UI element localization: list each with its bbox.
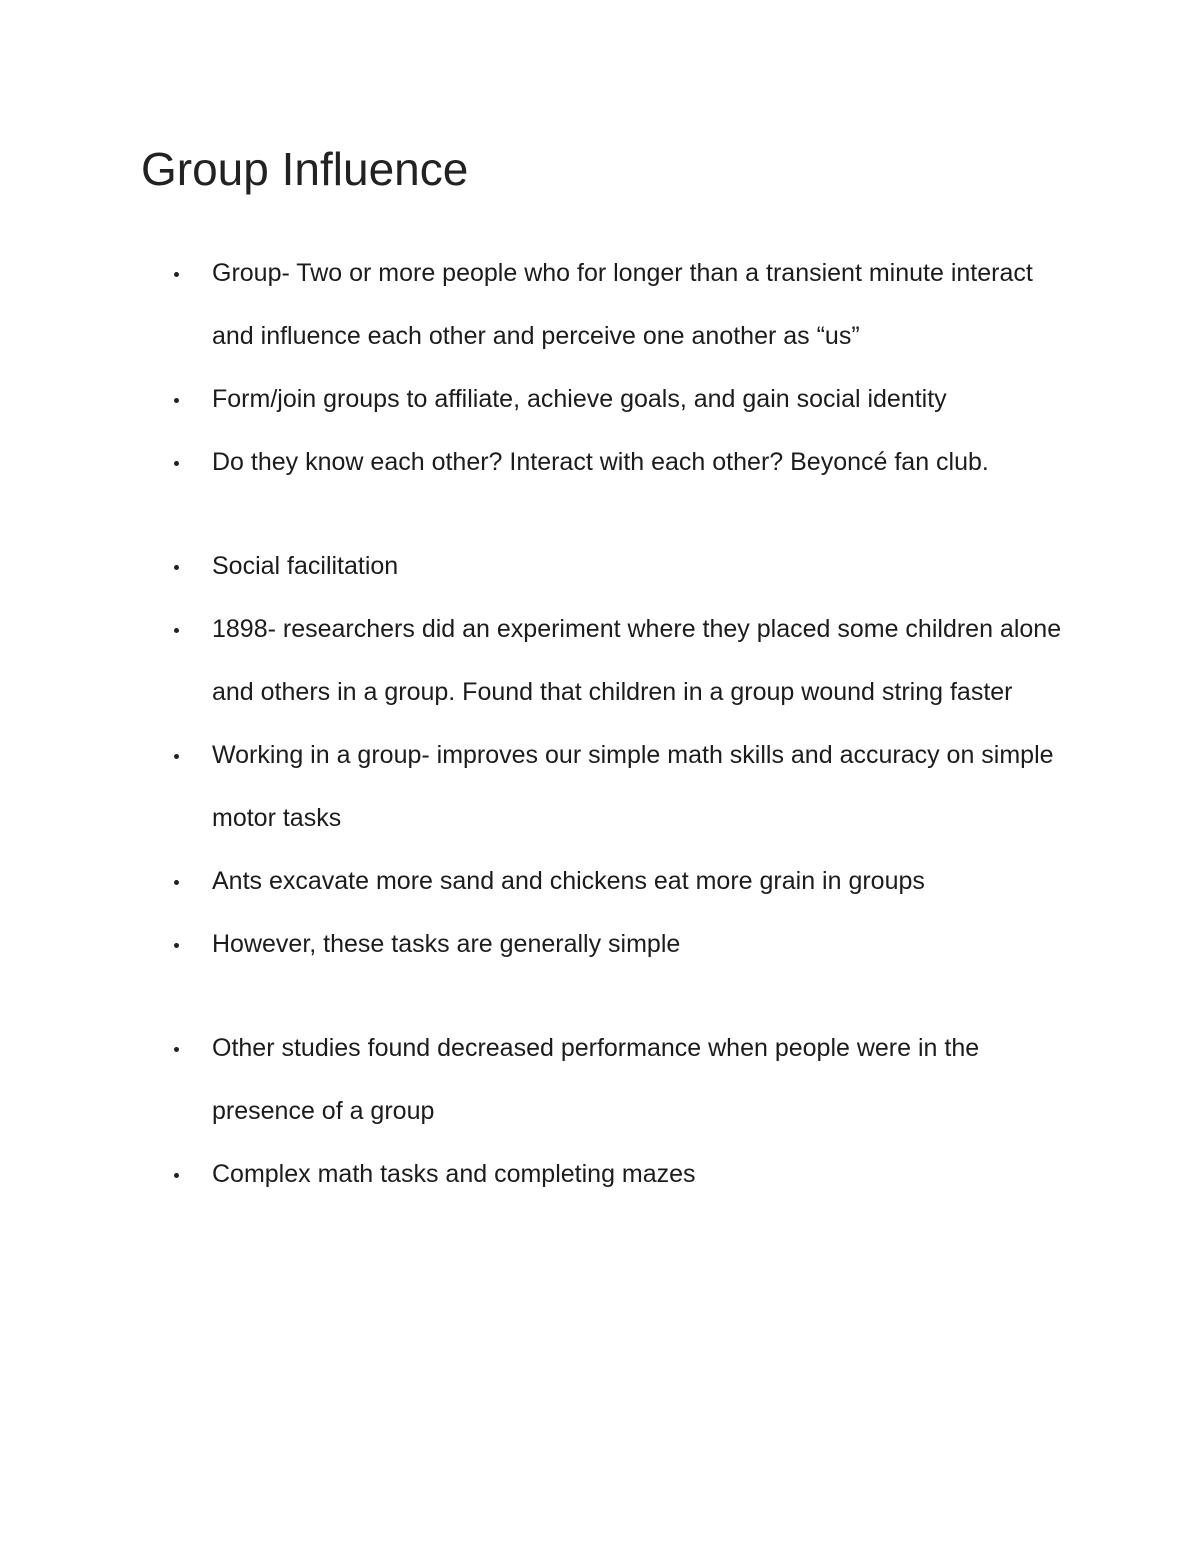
list-item-text: Complex math tasks and completing mazes bbox=[212, 1160, 696, 1188]
list-item bbox=[0, 368, 1072, 431]
bullet-icon bbox=[174, 724, 184, 787]
bullet-icon bbox=[174, 850, 184, 913]
bullet-icon bbox=[174, 242, 184, 305]
list-item-text: Working in a group- improves our simple math skills and accuracy on simple motor tasks bbox=[212, 741, 1054, 832]
list-item bbox=[0, 913, 1072, 976]
list-item bbox=[0, 598, 1072, 724]
list-item-text: Social facilitation bbox=[212, 552, 399, 580]
list-item bbox=[0, 850, 1072, 913]
list-item bbox=[0, 431, 1072, 494]
list-item bbox=[0, 724, 1072, 850]
list-item-text: Ants excavate more sand and chickens eat more grain in groups bbox=[212, 867, 925, 895]
list-item bbox=[0, 242, 1072, 368]
list-item-text: 1898- researchers did an experiment where they placed some children alone and others in a group. Found that children in a group wound string faster bbox=[212, 615, 1062, 706]
list-item-text: However, these tasks are generally simple bbox=[212, 930, 681, 958]
list-item-text: Other studies found decreased performance when people were in the presence of a group bbox=[212, 1034, 980, 1125]
list-item bbox=[0, 1143, 1072, 1206]
bullet-icon bbox=[174, 1143, 184, 1206]
list-item-text: Do they know each other? Interact with each other? Beyoncé fan club. bbox=[212, 448, 989, 476]
page-title: Group Influence bbox=[141, 143, 469, 195]
list-item-text: Form/join groups to affiliate, achieve goals, and gain social identity bbox=[212, 385, 947, 413]
bullet-icon bbox=[174, 431, 184, 494]
bullet-icon bbox=[174, 598, 184, 661]
bullet-icon bbox=[174, 1017, 184, 1080]
bullet-icon bbox=[174, 913, 184, 976]
bullet-icon bbox=[174, 535, 184, 598]
bullet-icon bbox=[174, 368, 184, 431]
list-item-text: Group- Two or more people who for longer than a transient minute interact and influence each other and perceive one another as “us” bbox=[212, 259, 1033, 350]
list-item bbox=[0, 1017, 1072, 1143]
list-item bbox=[0, 535, 1072, 598]
notes-list bbox=[0, 242, 1200, 1206]
